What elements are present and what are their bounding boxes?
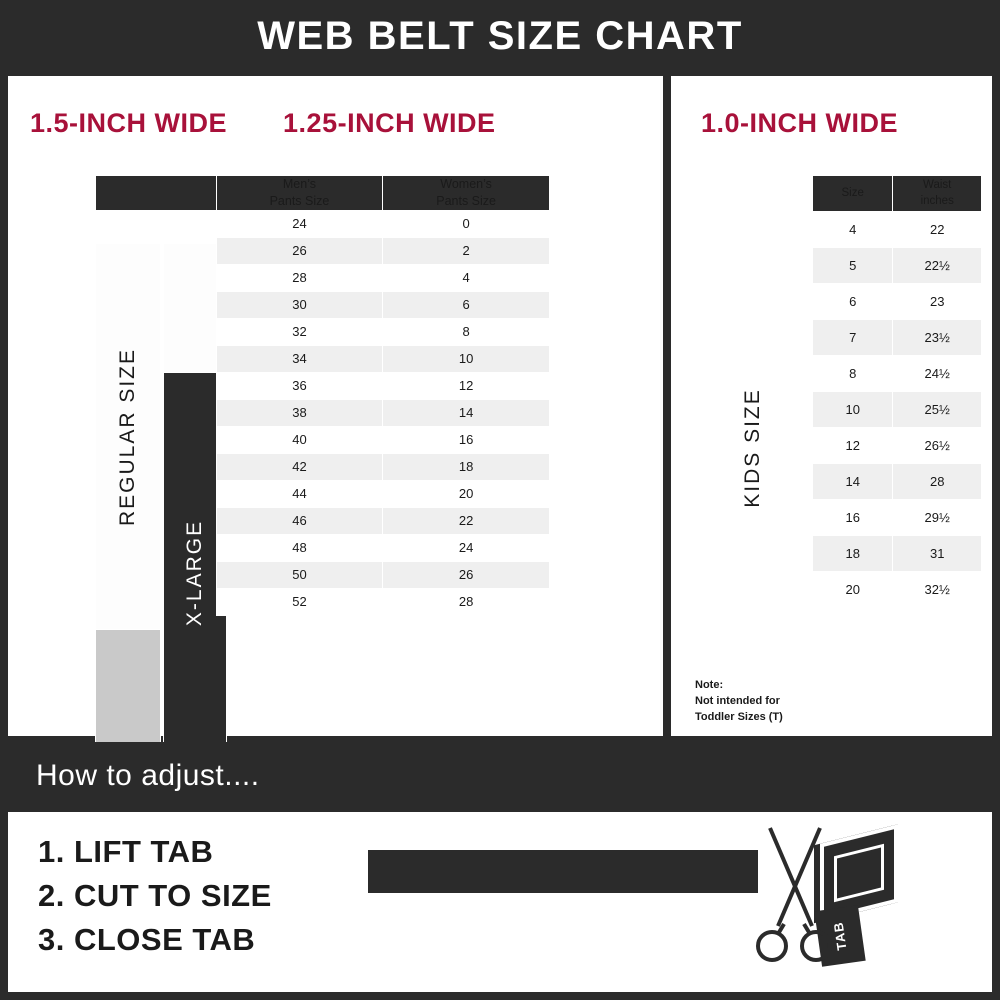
cell-kids-waist: 22	[893, 212, 982, 248]
kids-note-line2: Not intended for	[695, 695, 780, 708]
steps-list	[38, 830, 272, 962]
table-row	[96, 237, 550, 264]
cell-kids-waist: 28	[893, 464, 982, 500]
cell-mens-size: 46	[216, 507, 383, 534]
table-row	[96, 399, 550, 426]
row-side-spacer	[96, 210, 217, 237]
table-row	[813, 356, 982, 392]
row-side-spacer	[96, 318, 217, 345]
cell-mens-size: 32	[216, 318, 383, 345]
row-side-spacer	[96, 345, 217, 372]
instruction-step: 1. LIFT TAB	[38, 834, 214, 869]
kids-note	[695, 678, 813, 726]
cell-womens-size: 28	[383, 588, 550, 615]
row-side-spacer	[96, 264, 217, 291]
table-row	[96, 291, 550, 318]
table-row	[96, 561, 550, 588]
table-row	[96, 588, 550, 615]
header-waist-line2: inches	[920, 194, 954, 207]
cell-womens-size: 14	[383, 399, 550, 426]
row-side-spacer	[96, 561, 217, 588]
panels-row	[8, 76, 992, 736]
table-row	[96, 453, 550, 480]
cell-kids-waist: 29½	[893, 500, 982, 536]
heading-1-25-inch: 1.25-INCH WIDE	[283, 108, 496, 138]
cell-kids-waist: 32½	[893, 572, 982, 608]
header-kids-size: Size	[813, 176, 893, 212]
cell-mens-size: 24	[216, 210, 383, 237]
kids-width-heading	[671, 108, 992, 139]
row-side-spacer	[96, 588, 217, 615]
cell-mens-size: 38	[216, 399, 383, 426]
cell-mens-size: 28	[216, 264, 383, 291]
header-mens-line2: Pants Size	[269, 193, 330, 208]
buckle-inner-shape	[834, 844, 884, 902]
cell-womens-size: 16	[383, 426, 550, 453]
cell-kids-waist: 23½	[893, 320, 982, 356]
kids-table-header-row	[813, 176, 982, 212]
table-row	[813, 212, 982, 248]
table-row	[96, 426, 550, 453]
table-row	[96, 264, 550, 291]
cell-kids-size: 8	[813, 356, 893, 392]
table-row	[96, 345, 550, 372]
table-row	[96, 507, 550, 534]
adult-size-table	[95, 175, 550, 616]
cell-kids-size: 18	[813, 536, 893, 572]
cell-mens-size: 40	[216, 426, 383, 453]
cell-kids-size: 14	[813, 464, 893, 500]
cell-kids-waist: 25½	[893, 392, 982, 428]
table-row	[813, 572, 982, 608]
table-row	[813, 248, 982, 284]
row-side-spacer	[96, 399, 217, 426]
table-row	[813, 428, 982, 464]
row-side-spacer	[96, 372, 217, 399]
header-mens-line1: Men’s	[282, 177, 317, 191]
cell-womens-size: 18	[383, 453, 550, 480]
kids-size-panel	[671, 76, 992, 736]
page-title: WEB BELT SIZE CHART	[257, 13, 743, 58]
cell-kids-waist: 31	[893, 536, 982, 572]
x-large-text: X-LARGE	[183, 519, 207, 627]
cell-womens-size: 2	[383, 237, 550, 264]
cell-womens-size: 12	[383, 372, 550, 399]
cell-mens-size: 52	[216, 588, 383, 615]
instruction-step: 2. CUT TO SIZE	[38, 878, 272, 914]
cell-womens-size: 24	[383, 534, 550, 561]
cell-mens-size: 26	[216, 237, 383, 264]
tab-label: TAB	[830, 920, 850, 952]
cell-kids-size: 7	[813, 320, 893, 356]
cell-kids-size: 5	[813, 248, 893, 284]
cell-womens-size: 10	[383, 345, 550, 372]
side-label-kids-size	[693, 175, 812, 720]
regular-size-text: REGULAR SIZE	[116, 347, 140, 526]
table-row	[813, 464, 982, 500]
cell-mens-size: 36	[216, 372, 383, 399]
header-waist-line1: Waist	[923, 178, 952, 191]
heading-1-5-inch: 1.5-INCH WIDE	[30, 108, 228, 138]
header-womens-pants-size	[383, 176, 550, 211]
kids-note-line1: Note:	[695, 679, 724, 692]
row-side-spacer	[96, 480, 217, 507]
row-side-spacer	[96, 453, 217, 480]
table-row	[813, 392, 982, 428]
kids-size-table	[812, 175, 982, 608]
table-row	[96, 534, 550, 561]
cell-kids-size: 6	[813, 284, 893, 320]
row-side-spacer	[96, 291, 217, 318]
cell-mens-size: 48	[216, 534, 383, 561]
row-side-spacer	[96, 237, 217, 264]
table-row	[96, 318, 550, 345]
table-row	[96, 210, 550, 237]
how-to-adjust-title: How to adjust....	[36, 759, 260, 792]
cell-kids-waist: 26½	[893, 428, 982, 464]
cell-kids-size: 12	[813, 428, 893, 464]
cell-womens-size: 22	[383, 507, 550, 534]
cell-kids-size: 16	[813, 500, 893, 536]
table-row	[96, 372, 550, 399]
cell-womens-size: 26	[383, 561, 550, 588]
cell-kids-waist: 23	[893, 284, 982, 320]
cell-mens-size: 34	[216, 345, 383, 372]
adult-size-panel	[8, 76, 663, 736]
instructions-panel	[8, 812, 992, 992]
cell-womens-size: 6	[383, 291, 550, 318]
belt-strap-illustration	[368, 850, 758, 893]
header-blank-cell	[96, 176, 217, 211]
scissors-icon	[750, 818, 840, 978]
header-womens-line2: Pants Size	[436, 193, 496, 208]
header-mens-pants-size	[216, 176, 383, 211]
cell-mens-size: 44	[216, 480, 383, 507]
cell-womens-size: 20	[383, 480, 550, 507]
cell-kids-waist: 22½	[893, 248, 982, 284]
row-side-spacer	[96, 534, 217, 561]
cell-kids-size: 4	[813, 212, 893, 248]
table-row	[813, 500, 982, 536]
cell-womens-size: 0	[383, 210, 550, 237]
table-row	[813, 536, 982, 572]
cell-mens-size: 50	[216, 561, 383, 588]
how-to-adjust-bar	[0, 742, 1000, 810]
instruction-step: 3. CLOSE TAB	[38, 922, 256, 958]
table-row	[96, 480, 550, 507]
row-side-spacer	[96, 507, 217, 534]
row-side-spacer	[96, 426, 217, 453]
cell-kids-size: 20	[813, 572, 893, 608]
cell-womens-size: 4	[383, 264, 550, 291]
cell-kids-waist: 24½	[893, 356, 982, 392]
header-womens-line1: Women’s	[440, 177, 492, 191]
kids-size-text: KIDS SIZE	[740, 387, 764, 508]
cell-kids-size: 10	[813, 392, 893, 428]
cell-mens-size: 42	[216, 453, 383, 480]
table-row	[813, 320, 982, 356]
cell-mens-size: 30	[216, 291, 383, 318]
table-header-row	[96, 176, 550, 211]
kids-note-line3: Toddler Sizes (T)	[695, 711, 783, 724]
header-kids-waist	[893, 176, 982, 212]
adult-width-headings	[8, 108, 663, 139]
table-row	[813, 284, 982, 320]
cell-womens-size: 8	[383, 318, 550, 345]
heading-1-0-inch: 1.0-INCH WIDE	[701, 108, 899, 138]
header-bar	[0, 0, 1000, 72]
